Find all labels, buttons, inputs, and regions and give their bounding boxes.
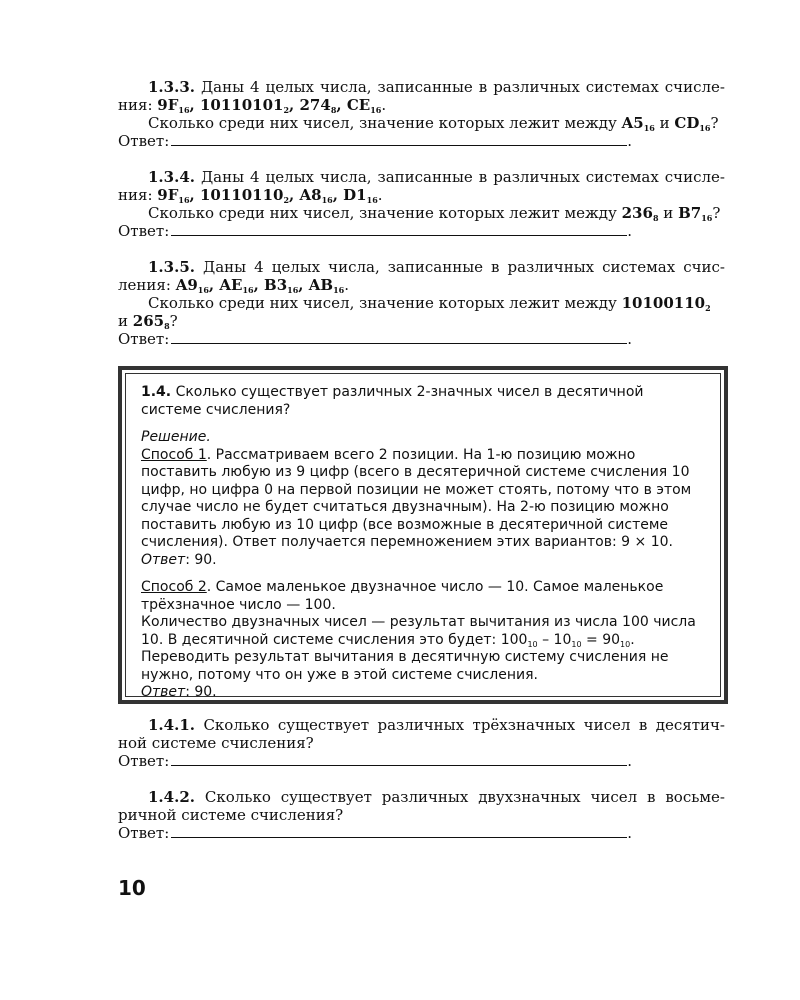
- answer-blank[interactable]: [171, 754, 627, 766]
- task-numbers: ления: $A9_{16}$, $AE_{16}$, $B3_{16}$, $AB_{16}$.: [118, 276, 349, 295]
- answer-line[interactable]: Ответ: .: [118, 132, 633, 150]
- example-box-inner: [125, 373, 721, 700]
- answer-blank[interactable]: [171, 826, 627, 838]
- task-number: 1.3.3.: [148, 78, 195, 96]
- task-statement: 1.3.4. Даны 4 целых числа, записанные в различных системах счисле-: [148, 168, 725, 186]
- example-question: 1.4. Сколько существует различных 2-значных чисел в десятичной системе счисления?: [141, 384, 644, 418]
- task-question: Сколько среди них чисел, значение которых лежит между $A5_{16}$ и $CD_{16}$?: [148, 114, 719, 133]
- answer-blank[interactable]: [171, 332, 627, 344]
- answer-line[interactable]: Ответ: .: [118, 824, 633, 842]
- task-question-cont: и $265_8$?: [118, 312, 178, 331]
- answer-line[interactable]: Ответ: .: [118, 752, 633, 770]
- solution-label: Решение.: [141, 429, 211, 445]
- answer-line[interactable]: Ответ: .: [118, 222, 633, 240]
- task-1-3-5: [118, 258, 725, 348]
- task-statement: 1.3.3. Даны 4 целых числа, записанные в различных системах счисле-: [148, 78, 725, 96]
- task-number: 1.4.2.: [148, 788, 195, 806]
- task-1-3-4: [118, 168, 725, 240]
- task-number: 1.4.1.: [148, 716, 195, 734]
- answer-blank[interactable]: [171, 134, 627, 146]
- task-number: 1.3.4.: [148, 168, 195, 186]
- task-statement: 1.4.2. Сколько существует различных двухзначных чисел в восьме-: [148, 788, 725, 806]
- task-statement-cont: ричной системе счисления?: [118, 806, 344, 824]
- task-1-4-1: [118, 716, 725, 770]
- task-number: 1.3.5.: [148, 258, 195, 276]
- task-statement: 1.4.1. Сколько существует различных трёхзначных чисел в десятич-: [148, 716, 725, 734]
- task-1-4-2: [118, 788, 725, 842]
- task-1-3-3: [118, 78, 725, 150]
- task-question: Сколько среди них чисел, значение которых лежит между $10100110_2$: [148, 294, 711, 313]
- method-2-detail: Количество двузначных чисел — результат вычитания из числа 100 числа 10. В десятичной системе счисления это будет: $100_{10} - 10_{10} = 90_{10}$. Переводить результат вычитания в десятичную систему счисления не нужно, потому что он уже в этой системе счисления.: [141, 614, 696, 683]
- task-question: Сколько среди них чисел, значение которых лежит между $236_8$ и $B7_{16}$?: [148, 204, 721, 223]
- task-numbers: ния: $9F_{16}$, $10110110_2$, $A8_{16}$, $D1_{16}$.: [118, 186, 383, 205]
- method-1: Способ 1. Рассматриваем всего 2 позиции. На 1-ю позицию можно поставить любую из 9 цифр (всего в десятеричной системе счисления 10 цифр, но цифра 0 на первой позиции не может стоять, потому что в этом случае число не будет считаться двузначным). На 2-ю позицию можно поставить любую из 10 цифр (все возможные в десятеричной системе счисления). Ответ получается перемножением этих вариантов: 9 × 10.: [141, 446, 692, 550]
- answer-1: Ответ: 90.: [141, 551, 217, 568]
- answer-line[interactable]: Ответ: .: [118, 330, 633, 348]
- page-number: 10: [118, 876, 146, 900]
- method-2: Способ 2. Самое маленькое двузначное число — 10. Самое маленькое трёхзначное число — 100.: [141, 579, 664, 613]
- answer-blank[interactable]: [171, 224, 627, 236]
- task-statement: 1.3.5. Даны 4 целых числа, записанные в различных системах счис-: [148, 258, 725, 276]
- task-numbers: ния: $9F_{16}$, $10110101_2$, $274_8$, $CE_{16}$.: [118, 96, 387, 115]
- answer-2: Ответ: 90.: [141, 684, 217, 700]
- task-statement-cont: ной системе счисления?: [118, 734, 314, 752]
- example-box-1-4: [118, 366, 728, 704]
